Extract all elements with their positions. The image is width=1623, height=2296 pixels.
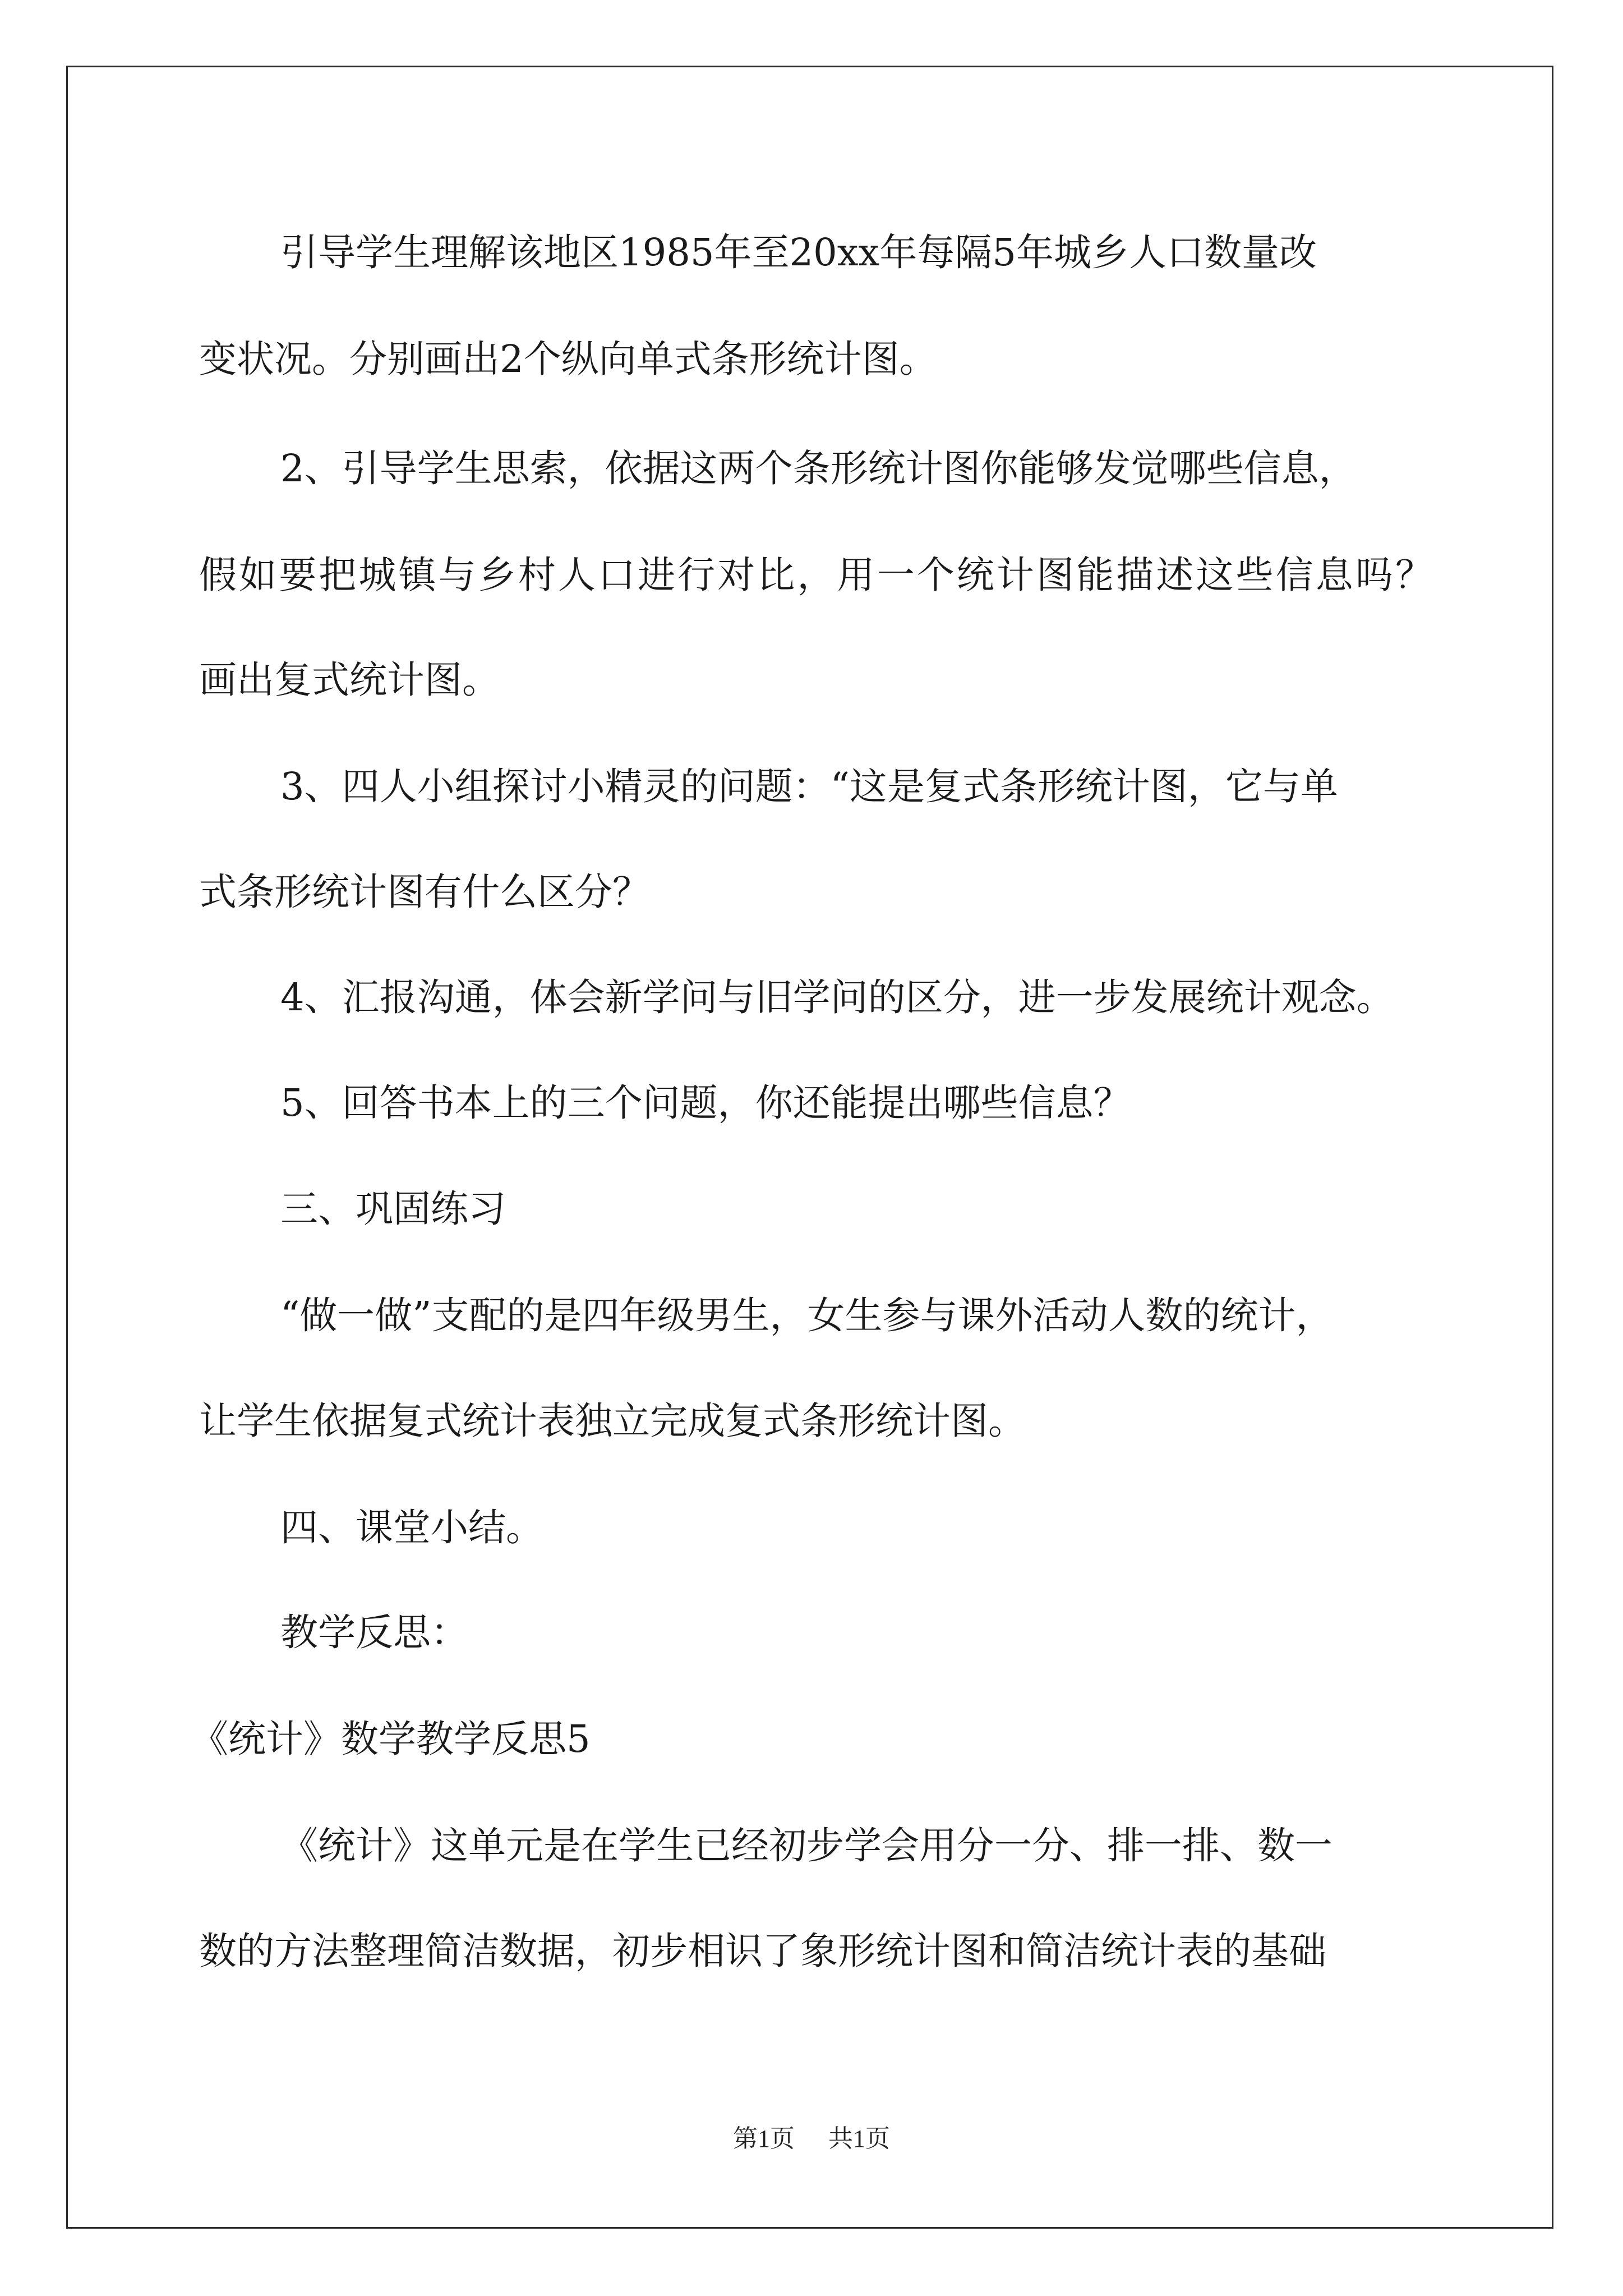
paragraph-line: 《统计》这单元是在学生已经初步学会用分一分、排一排、数一 (280, 1824, 1332, 1867)
page-footer (0, 2123, 1623, 2155)
section-heading: 四、课堂小结。 (280, 1506, 543, 1549)
paragraph-line: 式条形统计图有什么区分？ (199, 870, 650, 914)
paragraph-line: 教学反思： (280, 1611, 468, 1654)
paragraph-line: 2、引导学生思索，依据这两个条形统计图你能够发觉哪些信息， (280, 447, 1357, 490)
paragraph-line: 让学生依据复式统计表独立完成复式条形统计图。 (199, 1399, 1026, 1443)
paragraph-line: 3、四人小组探讨小精灵的问题：“这是复式条形统计图，它与单 (280, 765, 1338, 808)
section-heading: 三、巩固练习 (280, 1187, 506, 1231)
paragraph-line: 引导学生理解该地区1985年至20xx年每隔5年城乡人口数量改 (280, 231, 1317, 274)
paragraph-line: 数的方法整理简洁数据，初步相识了象形统计图和简洁统计表的基础 (199, 1929, 1326, 1973)
paragraph-line: 假如要把城镇与乡村人口进行对比，用一个统计图能描述这些信息吗？ (199, 553, 1433, 597)
paragraph-line: 4、汇报沟通，体会新学问与旧学问的区分，进一步发展统计观念。 (280, 976, 1394, 1019)
article-title: 《统计》数学教学反思5 (191, 1717, 591, 1761)
paragraph-line: 5、回答书本上的三个问题，你还能提出哪些信息？ (280, 1081, 1131, 1125)
page-number: 第1页 (733, 2125, 795, 2152)
paragraph-line: 画出复式统计图。 (199, 658, 500, 702)
page-border (66, 66, 1553, 2229)
paragraph-line: “做一做”支配的是四年级男生，女生参与课外活动人数的统计， (280, 1294, 1334, 1337)
paragraph-line: 变状况。分别画出2个纵向单式条形统计图。 (199, 337, 937, 381)
page-total: 共1页 (828, 2125, 890, 2152)
